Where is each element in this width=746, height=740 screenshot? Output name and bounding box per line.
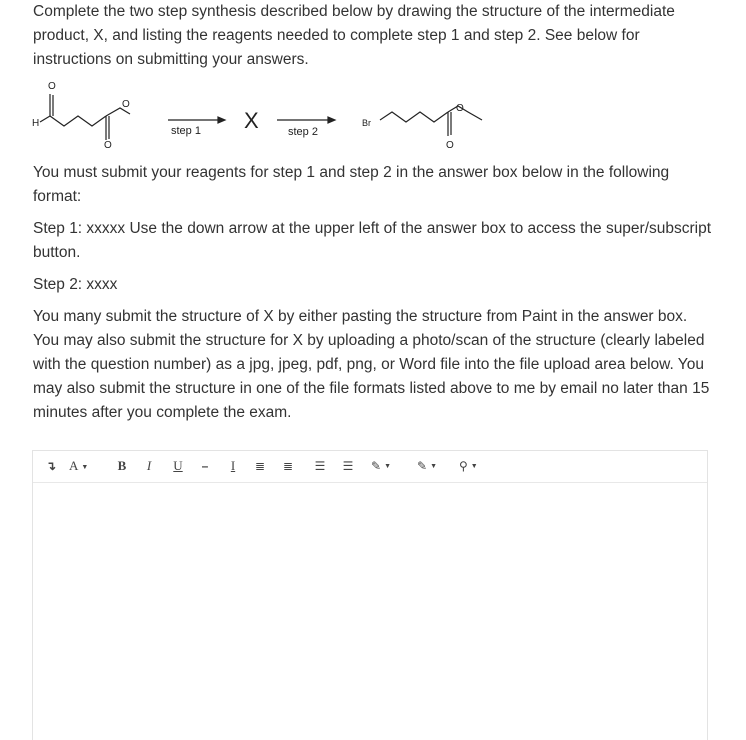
link-button[interactable] bbox=[459, 457, 489, 475]
horizontal-rule-button[interactable]: – bbox=[201, 459, 209, 473]
bond-chain bbox=[448, 106, 482, 120]
chevron-down-icon: ▼ bbox=[81, 463, 89, 472]
text-color-button[interactable] bbox=[371, 457, 401, 475]
pin-icon: ⚲ bbox=[459, 459, 468, 473]
answer-box bbox=[32, 450, 708, 740]
numbered-list-button[interactable]: ☰ bbox=[342, 459, 354, 473]
bold-button[interactable]: B bbox=[117, 458, 127, 473]
step2-format-text: Step 2: xxxx bbox=[33, 276, 118, 293]
chevron-down-icon: ▼ bbox=[384, 462, 391, 470]
underline-button[interactable]: U bbox=[173, 458, 183, 473]
arrowhead bbox=[328, 117, 335, 123]
structure-submission-text: You many submit the structure of X by either pasting the structure from Paint in the answer box. You may also submit the structure for X by uploading a photo/scan of the structure (clearly labeled with the question number) as a jpg, jpeg, pdf, png, or Word file into the file upload area below. You may also submit the structure in one of the file formats listed above to me by email no later than 15 minutes after you complete the exam. bbox=[33, 308, 710, 421]
align-left-button[interactable]: ≣ bbox=[254, 459, 266, 473]
chevron-down-icon: ▼ bbox=[430, 462, 437, 470]
editor-toolbar bbox=[33, 451, 707, 483]
answer-text-area[interactable] bbox=[33, 482, 707, 740]
chevron-down-icon: ▼ bbox=[470, 462, 478, 470]
bond-chain bbox=[380, 112, 448, 122]
step1-label: step 1 bbox=[171, 125, 201, 137]
bond bbox=[40, 116, 50, 122]
align-center-button[interactable]: ≣ bbox=[282, 459, 294, 473]
intermediate-x: X bbox=[244, 108, 259, 133]
bond-chain bbox=[50, 116, 106, 126]
step2-label: step 2 bbox=[288, 126, 318, 138]
submit-format-text: You must submit your reagents for step 1 and step 2 in the answer box below in the following format: bbox=[33, 164, 670, 205]
atom-label: O bbox=[104, 140, 112, 151]
atom-label: O bbox=[122, 99, 130, 110]
bullet-list-button[interactable]: ☰ bbox=[314, 459, 326, 473]
intro-text: Complete the two step synthesis described below by drawing the structure of the intermediate product, X, and listing the reagents needed to complete step 1 and step 2. See below for instructions on submitting your answers. bbox=[33, 3, 675, 68]
atom-label: O bbox=[446, 140, 454, 151]
font-color-icon: A bbox=[69, 458, 79, 473]
atom-label: H bbox=[32, 118, 40, 129]
highlight-color-button[interactable] bbox=[417, 457, 447, 475]
atom-label: Br bbox=[362, 118, 371, 128]
font-color-button[interactable] bbox=[69, 457, 99, 475]
italic-button[interactable]: I bbox=[146, 458, 152, 473]
atom-label: O bbox=[456, 103, 464, 114]
brush-icon: ✎ bbox=[417, 459, 428, 473]
brush-icon: ✎ bbox=[371, 459, 382, 473]
expand-toolbar-button[interactable]: ↴ bbox=[45, 459, 57, 473]
step1-format-text: Step 1: xxxxx Use the down arrow at the upper left of the answer box to access the super/subscript button. bbox=[33, 220, 712, 261]
arrowhead bbox=[218, 117, 225, 123]
reaction-scheme bbox=[28, 76, 498, 156]
atom-label: O bbox=[48, 81, 56, 92]
clear-format-button[interactable]: I bbox=[230, 458, 236, 473]
